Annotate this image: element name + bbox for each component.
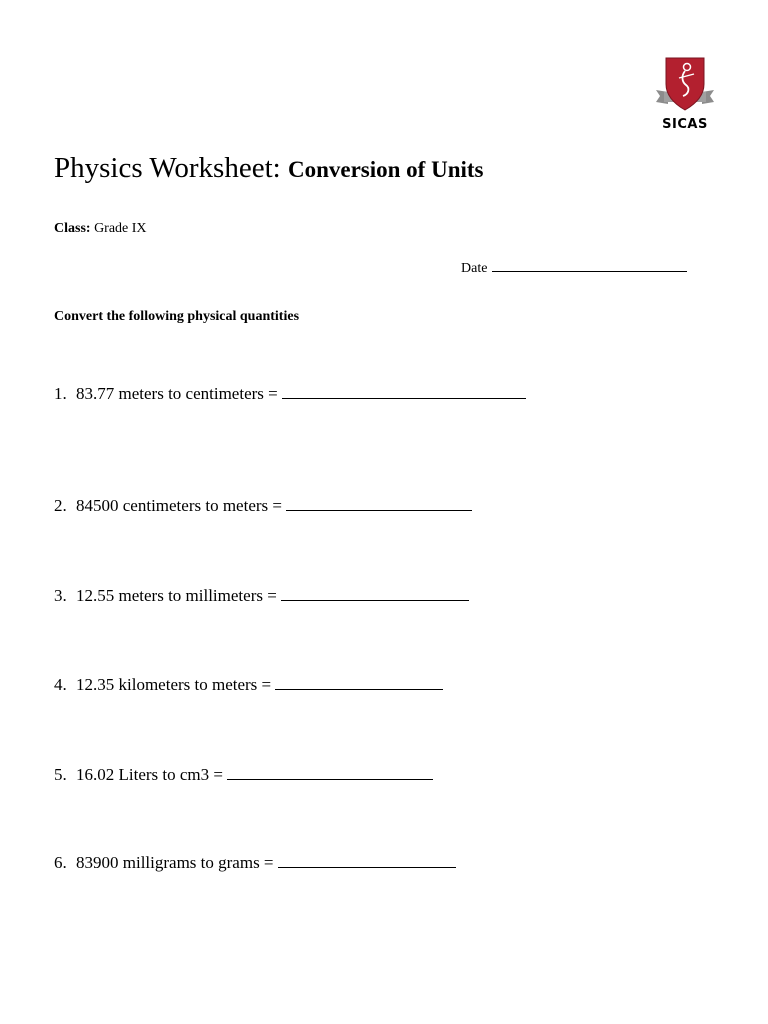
question-item [54,585,469,607]
question-item [54,495,472,517]
question-text: 12.35 kilometers to meters = [76,675,272,694]
question-item [54,764,433,786]
title-prefix: Physics Worksheet: [54,152,288,184]
answer-blank[interactable] [281,585,469,601]
question-number: 3. [54,586,67,605]
class-label: Class: [54,221,91,236]
question-number: 1. [54,384,67,403]
question-text: 84500 centimeters to meters = [76,496,282,515]
question-number: 4. [54,675,67,694]
title-bold: Conversion of Units [287,157,484,182]
answer-blank[interactable] [282,383,526,399]
school-crest-icon [652,54,718,116]
question-number: 5. [54,765,67,784]
question-text: 83900 milligrams to grams = [76,853,274,872]
answer-blank[interactable] [278,852,456,868]
instruction-text: Convert the following physical quantities [54,309,300,324]
question-text: 12.55 meters to millimeters = [76,586,277,605]
class-info [54,220,147,238]
school-logo [652,54,724,134]
class-value: Grade IX [90,221,147,236]
answer-blank[interactable] [227,764,433,780]
date-blank[interactable] [492,256,687,272]
date-field [461,256,687,278]
date-label: Date [461,261,491,276]
question-number: 2. [54,496,67,515]
question-item [54,852,456,874]
answer-blank[interactable] [275,674,443,690]
page-title [54,148,483,190]
logo-text: SICAS [662,117,708,132]
question-number: 6. [54,853,67,872]
question-item [54,383,526,405]
question-item [54,674,443,696]
question-text: 83.77 meters to centimeters = [76,384,278,403]
answer-blank[interactable] [286,495,472,511]
question-text: 16.02 Liters to cm3 = [76,765,223,784]
